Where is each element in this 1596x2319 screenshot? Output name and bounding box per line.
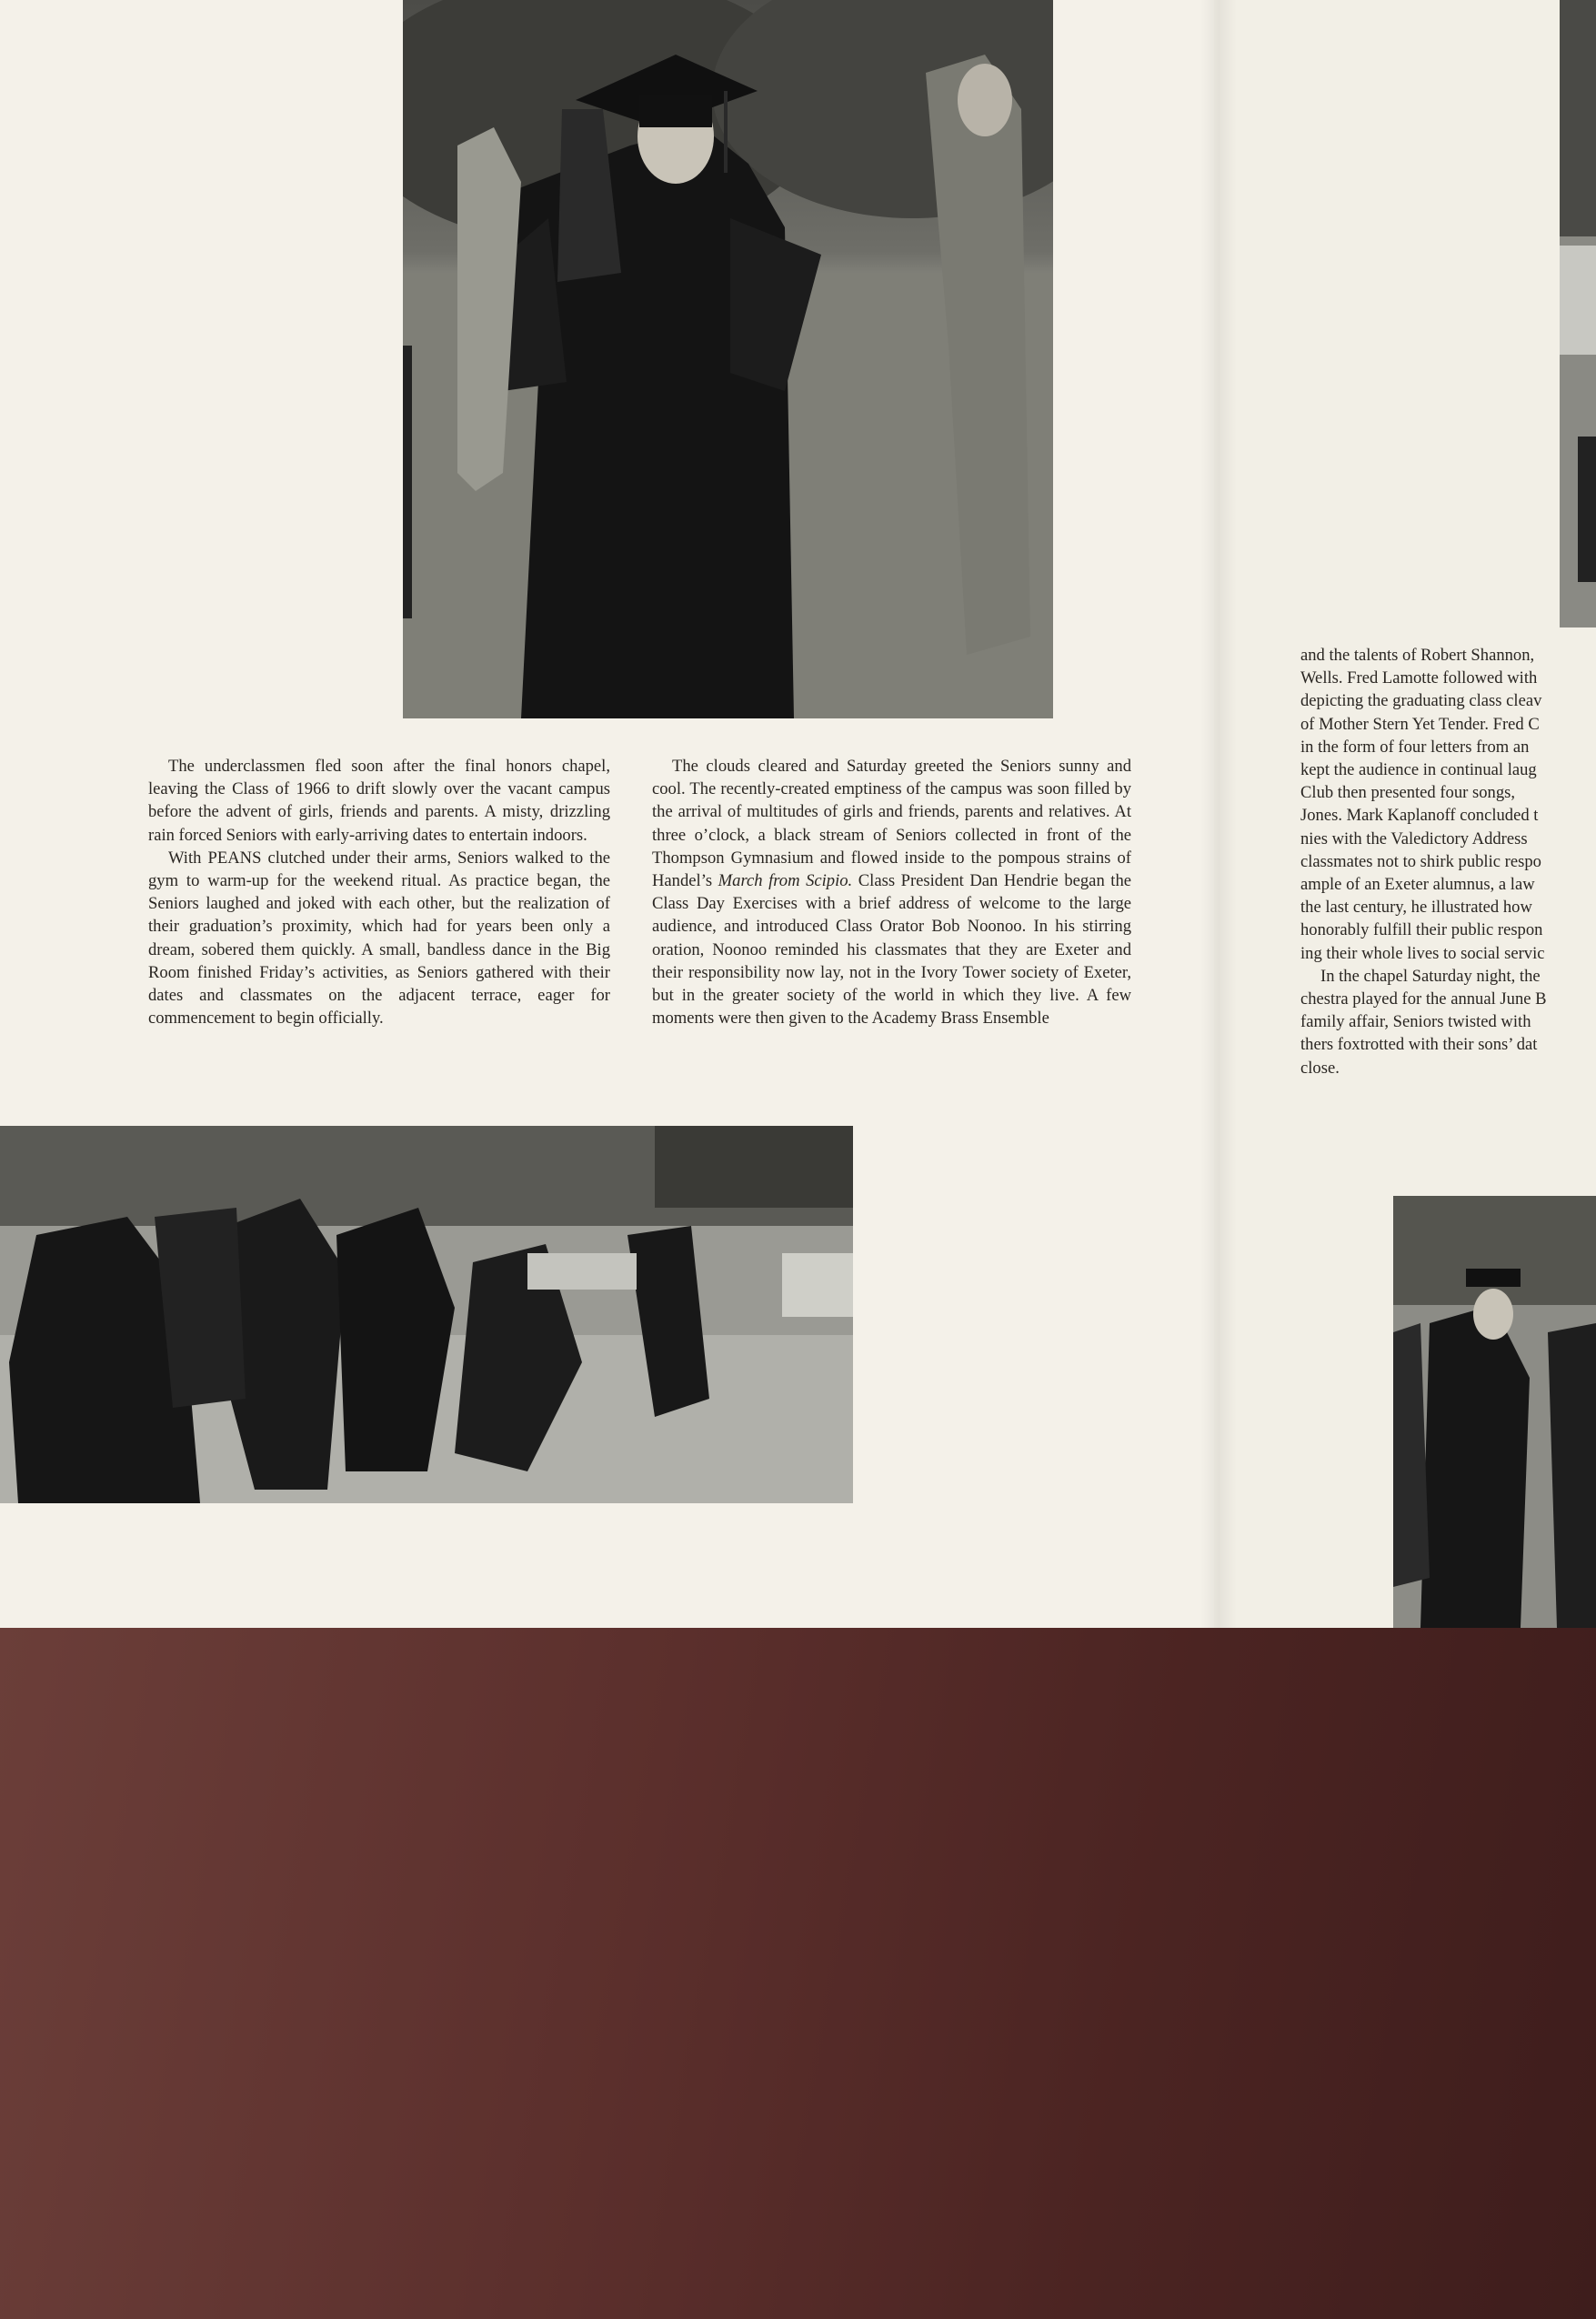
text-column-2	[652, 755, 1131, 1029]
col3-line: ing their whole lives to social servic	[1300, 943, 1545, 963]
col3-line: and the talents of Robert Shannon,	[1300, 646, 1535, 665]
col3-line: the last century, he illustrated how	[1300, 898, 1532, 918]
col3-line: in the form of four letters from an	[1300, 737, 1530, 757]
paragraph-1: The underclassmen fled soon after the final honors chapel, leaving the Class of 1966 to drift slowly over the vacant campus before the advent of girls, friends and parents. A misty, drizzling rain forced Seniors with early-arriving dates to entertain indoors.	[148, 757, 610, 845]
col3-line: depicting the graduating class cleav	[1300, 691, 1542, 711]
photo-seniors-dancing	[0, 1126, 853, 1503]
col3-line: close.	[1300, 1058, 1340, 1078]
col3-line: chestra played for the annual June B	[1300, 989, 1547, 1009]
col3-line: thers foxtrotted with their sons’ dat	[1300, 1035, 1538, 1055]
col3-line: kept the audience in continual laug	[1300, 760, 1537, 780]
text-column-3	[1300, 644, 1596, 1079]
col3-line: of Mother Stern Yet Tender. Fred C	[1300, 714, 1540, 734]
col3-line: nies with the Valedictory Address	[1300, 828, 1528, 848]
col3-line: classmates not to shirk public respo	[1300, 851, 1541, 871]
col3-line: honorably fulfill their public respon	[1300, 920, 1543, 940]
col3-line: family affair, Seniors twisted with	[1300, 1012, 1531, 1032]
text-column-1	[148, 755, 610, 1029]
photo-right-bottom	[1393, 1196, 1596, 1628]
background-surface	[0, 1628, 1596, 2319]
paragraph-2: With PEANS clutched under their arms, Seniors walked to the gym to warm-up for the weekend ritual. As practice began, the Seniors laughed and joked with each other, but the realization of their graduation’s proximity, which had for years been only a dream, sobered them quickly. A small, bandless dance in the Big Room finished Friday’s activities, as Seniors gathered with their dates and classmates on the adjacent terrace, eager for commencement to begin officially.	[148, 848, 610, 1029]
paragraph-3-end: Class President Dan Hendrie began the Class Day Exercises with a brief address of welcome to the large audience, and introduced Class Orator Bob Noonoo. In his stirring oration, Noonoo reminded his classmates that they are Exeter and their responsibility now lay, not in the Ivory Tower society of Exeter, but in the greater society of the world in which they live. A few moments were then given to the Academy Brass Ensemble	[652, 871, 1132, 1029]
photo-graduate-cap-gown	[403, 0, 1053, 718]
music-title: March from Scipio.	[718, 871, 853, 891]
col3-line: Wells. Fred Lamotte followed with	[1300, 668, 1538, 688]
paragraph-3	[652, 755, 1131, 1029]
col3-line: Club then presented four songs,	[1300, 783, 1515, 803]
col3-line: In the chapel Saturday night, the	[1320, 966, 1541, 986]
photo-right-top	[1560, 0, 1596, 627]
page-gutter	[1200, 0, 1237, 1628]
col3-line: Jones. Mark Kaplanoff concluded t	[1300, 806, 1539, 826]
paragraph-3-start: The clouds cleared and Saturday greeted the Seniors sunny and cool. The recently-created emptiness of the campus was soon filled by the arrival of multitudes of girls and friends, parents and relatives. At three o’clock, a black stream of Seniors collected in front of the Thompson Gymnasium and flowed inside to the pompous strains of Handel’s	[652, 757, 1131, 891]
col3-line: ample of an Exeter alumnus, a law	[1300, 875, 1535, 895]
